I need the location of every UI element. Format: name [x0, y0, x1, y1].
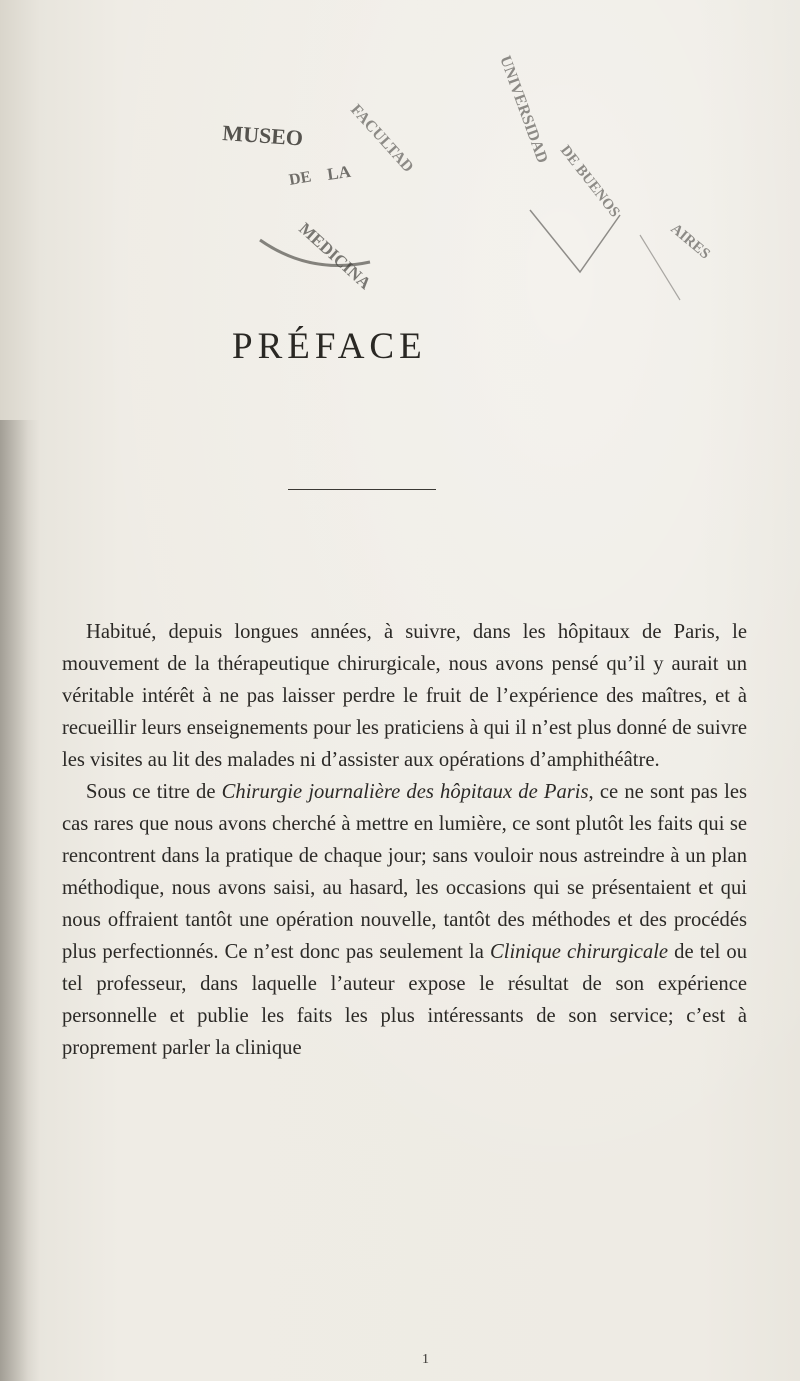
- svg-text:AIRES: AIRES: [667, 220, 713, 263]
- svg-text:UNIVERSIDAD: UNIVERSIDAD: [496, 53, 551, 166]
- paragraph-2-text-a: Sous ce titre de: [86, 781, 222, 803]
- page-title: PRÉFACE: [232, 326, 427, 367]
- page-edge-shadow: [0, 420, 40, 1381]
- library-stamp: [200, 0, 800, 340]
- paragraph-2-text-c: de tel ou tel professeur, dans laquelle l’auteur expose le résultat de son expérience personnelle et publie les faits les plus intéressants de son service; c’est à proprement parler la clinique: [62, 941, 747, 1059]
- title-divider: [288, 489, 436, 490]
- svg-text:DE BUENOS: DE BUENOS: [556, 142, 623, 221]
- svg-text:DE: DE: [287, 168, 313, 189]
- svg-text:MUSEO: MUSEO: [221, 120, 304, 151]
- svg-text:FACULTAD: FACULTAD: [347, 101, 417, 176]
- paragraph-1: [62, 616, 747, 776]
- stamp-graphic: [200, 0, 800, 340]
- svg-text:LA: LA: [325, 161, 352, 184]
- body-text: [62, 616, 747, 1064]
- page-number: 1: [422, 1352, 429, 1367]
- paragraph-2-clinique-italic: Clinique chirurgicale: [489, 941, 669, 963]
- paragraph-2: [62, 776, 747, 1064]
- paragraph-1-text: Habitué, depuis longues années, à suivre, dans les hôpitaux de Paris, le mouvement de la thérapeutique chirurgicale, nous avons pensé qu’il y aurait un véritable intérêt à ne pas laisser perdre le fruit de l’expérience des maîtres, et à recueillir leurs enseignements pour les praticiens à qui il n’est plus donné de suivre les visites au lit des malades ni d’assister aux opérations d’amphithéâtre.: [62, 621, 747, 771]
- svg-text:MEDICINA: MEDICINA: [295, 218, 375, 294]
- paragraph-2-text-b: , ce ne sont pas les cas rares que nous avons cherché à mettre en lumière, ce sont plutôt les faits qui se rencontrent dans la pratique de chaque jour; sans vouloir nous astreindre à un plan méthodique, nous avons saisi, au hasard, les occasions qui se présentaient et qui nous offraient tantôt une opération nouvelle, tantôt des méthodes et des procédés plus perfectionnés. Ce n’est donc pas seulement la: [62, 781, 747, 963]
- paragraph-2-title-italic: Chirurgie journalière des hôpitaux de Paris: [221, 781, 589, 803]
